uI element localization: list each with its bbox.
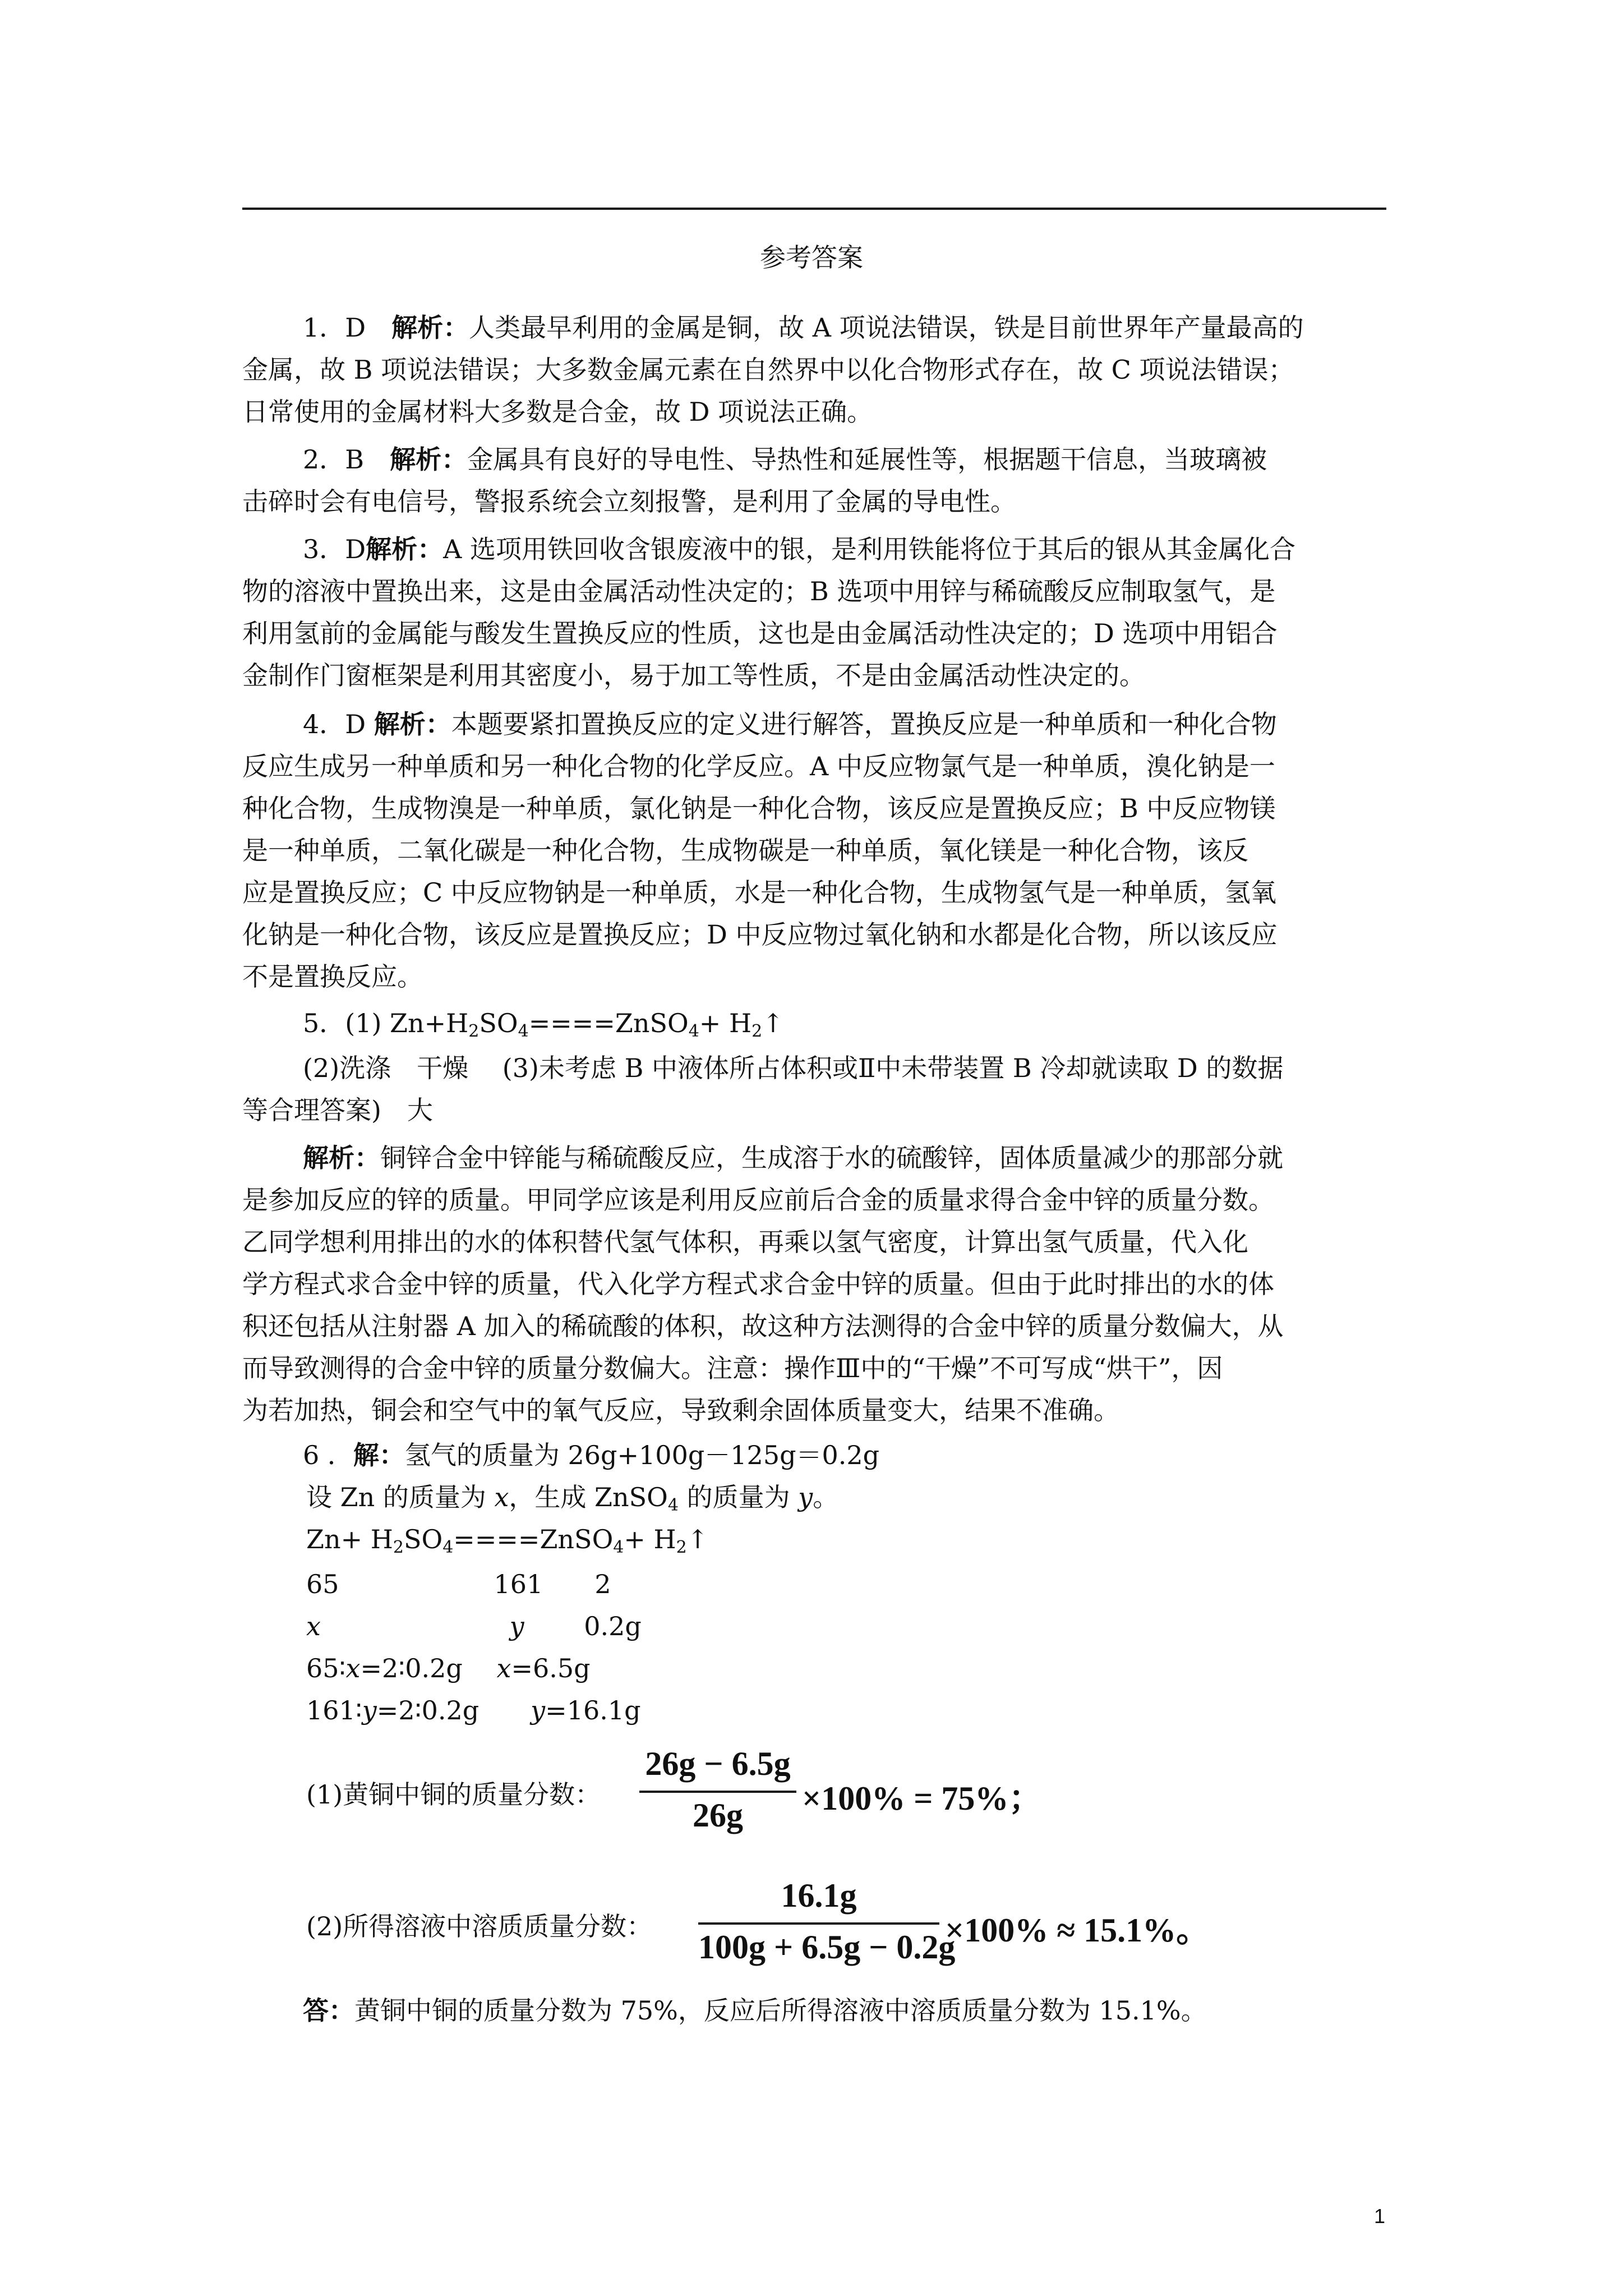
part2-label: (2)所得溶液中溶质质量分数： [306, 1911, 653, 1941]
q5-line-6: 乙同学想利用排出的水的体积替代氢气体积，再乘以氢气密度，计算出氢气质量，代入化 [242, 1227, 1248, 1257]
q5-line-8: 积还包括从注射器 A 加入的稀硫酸的体积，故这种方法测得的合金中锌的质量分数偏大，从 [242, 1311, 1284, 1341]
q1-line-2: 金属，故 B 项说法错误；大多数金属元素在自然界中以化合物形式存在，故 C 项说法错误； [242, 355, 1294, 385]
page-title: 参考答案 [760, 242, 863, 273]
fraction-numerator: 26g − 6.5g [645, 1745, 791, 1782]
q4-line-2: 反应生成另一种单质和另一种化合物的化学反应。A 中反应物氯气是一种单质，溴化钠是一 [242, 751, 1275, 781]
header-rule [242, 208, 1386, 210]
fraction-result: ×100% ≈ 15.1%。 [945, 1912, 1210, 1949]
q6-line-6: 65∶x=2∶0.2g x=6.5g [306, 1653, 591, 1683]
q3-line-2: 物的溶液中置换出来，这是由金属活动性决定的；B 选项中用锌与稀硫酸反应制取氢气，是 [242, 576, 1276, 606]
q4-line-6: 化钠是一种化合物，该反应是置换反应；D 中反应物过氧化钠和水都是化合物，所以该反应 [242, 919, 1278, 950]
q5-line-1: 5．(1) $Zn+H_2SO_4====ZnSO_4+$ $H_2↑$ [303, 1008, 784, 1041]
q5-line-2: (2)洗涤 干燥 (3)未考虑 B 中液体所占体积或Ⅱ中未带装置 B 冷却就读取 D 的数据 [303, 1053, 1284, 1083]
q4-line-1: 4．D 解析：本题要紧扣置换反应的定义进行解答，置换反应是一种单质和一种化合物 [303, 709, 1277, 739]
fraction-result: ×100% = 75%； [802, 1780, 1043, 1817]
fraction-denominator: 100g + 6.5g − 0.2g [698, 1929, 956, 1966]
q5-line-7: 学方程式求合金中锌的质量，代入化学方程式求合金中锌的质量。但由于此时排出的水的体 [242, 1269, 1274, 1299]
q5-line-3: 等合理答案) 大 [242, 1095, 433, 1125]
q2-line-1: 2．B 解析：金属具有良好的导电性、导热性和延展性等，根据题干信息，当玻璃被 [303, 444, 1267, 475]
q4-line-3: 种化合物，生成物溴是一种单质，氯化钠是一种化合物，该反应是置换反应；B 中反应物镁 [242, 793, 1276, 823]
q6-line-2: 设 Zn 的质量为 x，生成 ZnSO$_4$ 的质量为 y。 [306, 1482, 839, 1515]
q6-line-1: 6 ．解：氢气的质量为 26g+100g－125g＝0.2g [303, 1440, 880, 1470]
q5-line-10: 为若加热，铜会和空气中的氧气反应，导致剩余固体质量变大，结果不准确。 [242, 1395, 1119, 1425]
q1-line-1: 1．D 解析：人类最早利用的金属是铜，故 A 项说法错误，铁是目前世界年产量最高的 [303, 312, 1304, 343]
q6-line-7: 161∶y=2∶0.2g y=16.1g [306, 1695, 641, 1726]
q2-line-2: 击碎时会有电信号，警报系统会立刻报警，是利用了金属的导电性。 [242, 486, 1016, 517]
q4-line-7: 不是置换反应。 [242, 961, 423, 992]
part1-label: (1)黄铜中铜的质量分数： [306, 1779, 601, 1810]
fraction-bar [698, 1922, 939, 1925]
q3-line-3: 利用氢前的金属能与酸发生置换反应的性质，这也是由金属活动性决定的；D 选项中用铝合 [242, 618, 1278, 648]
q6-line-5: x y 0.2g [306, 1611, 642, 1641]
q4-line-5: 应是置换反应；C 中反应物钠是一种单质，水是一种化合物，生成物氢气是一种单质，氢氧 [242, 877, 1276, 908]
fraction-bar [639, 1791, 796, 1793]
q1-line-3: 日常使用的金属材料大多数是合金，故 D 项说法正确。 [242, 397, 873, 427]
q5-line-9: 而导致测得的合金中锌的质量分数偏大。注意：操作Ⅲ中的“干燥”不可写成“烘干”，因 [242, 1353, 1223, 1383]
q5-line-4: 解析：铜锌合金中锌能与稀硫酸反应，生成溶于水的硫酸锌，固体质量减少的那部分就 [303, 1143, 1283, 1173]
q4-line-4: 是一种单质，二氧化碳是一种化合物，生成物碳是一种单质，氧化镁是一种化合物，该反 [242, 835, 1248, 866]
q3-line-1: 3．D解析：A 选项用铁回收含银废液中的银，是利用铁能将位于其后的银从其金属化合 [303, 534, 1295, 564]
q5-line-5: 是参加反应的锌的质量。甲同学应该是利用反应前后合金的质量求得合金中锌的质量分数。 [242, 1185, 1274, 1215]
fraction-numerator: 16.1g [781, 1877, 857, 1914]
answer-line: 答：黄铜中铜的质量分数为 75%，反应后所得溶液中溶质质量分数为 15.1%。 [303, 1995, 1207, 2026]
q3-line-4: 金制作门窗框架是利用其密度小，易于加工等性质，不是由金属活动性决定的。 [242, 660, 1145, 691]
q6-line-4: 65 161 2 [306, 1569, 611, 1599]
q6-line-3: $Zn+ H_2SO_4====ZnSO_4+$ $H_2↑$ [306, 1524, 709, 1557]
page-number: 1 [1374, 2205, 1386, 2228]
fraction-denominator: 26g [693, 1797, 743, 1834]
